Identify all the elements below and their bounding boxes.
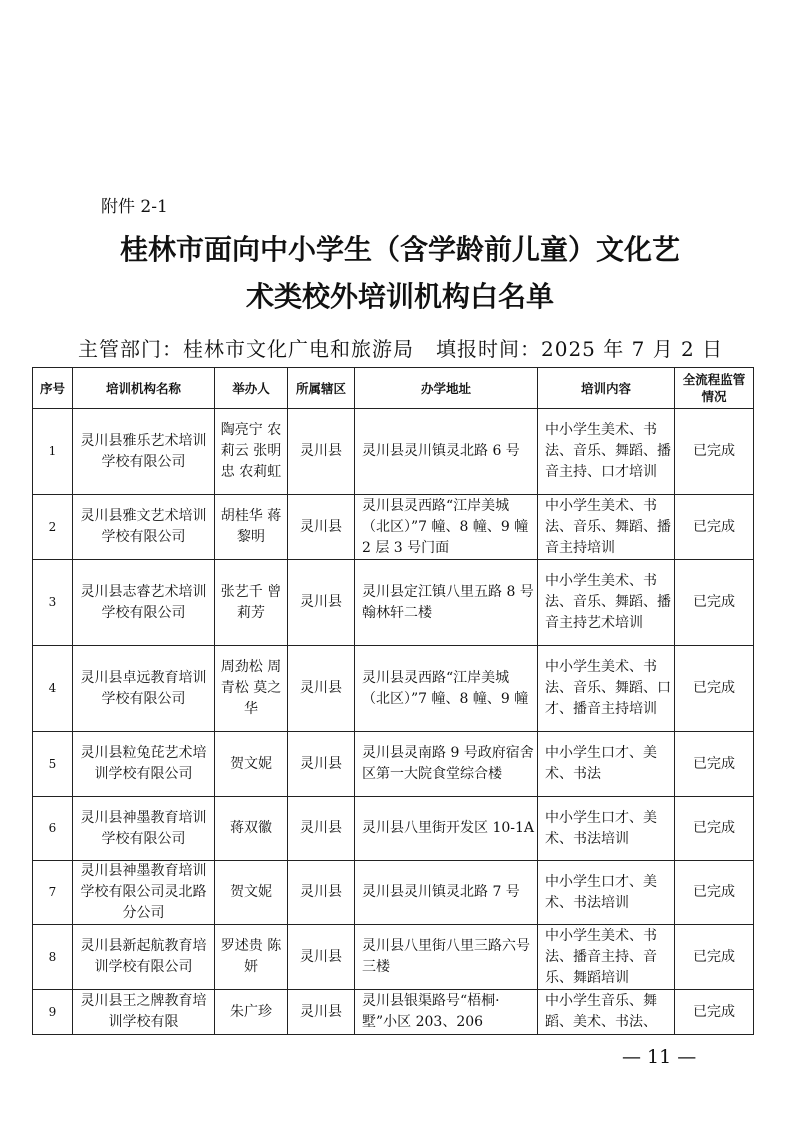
cell-status: 已完成 [675, 925, 754, 990]
cell-holder: 贺文妮 [215, 861, 288, 925]
table-row [33, 646, 754, 732]
header-address: 办学地址 [355, 368, 538, 409]
cell-status: 已完成 [675, 560, 754, 646]
cell-no: 4 [33, 646, 73, 732]
table-row [33, 925, 754, 990]
whitelist-table [32, 367, 754, 1035]
cell-name: 灵川县新起航教育培训学校有限公司 [73, 925, 215, 990]
cell-holder: 贺文妮 [215, 732, 288, 797]
document-meta [78, 333, 723, 362]
cell-status: 已完成 [675, 495, 754, 560]
cell-holder: 张艺千 曾莉芳 [215, 560, 288, 646]
cell-name: 灵川县雅乐艺术培训学校有限公司 [73, 409, 215, 495]
cell-district: 灵川县 [288, 409, 355, 495]
table-row [33, 495, 754, 560]
cell-no: 1 [33, 409, 73, 495]
page-number: — 11 — [622, 1046, 697, 1068]
document-title-line-2: 术类校外培训机构白名单 [245, 280, 554, 313]
cell-status: 已完成 [675, 732, 754, 797]
cell-district: 灵川县 [288, 646, 355, 732]
cell-name: 灵川县粒兔芘艺术培训学校有限公司 [73, 732, 215, 797]
cell-status: 已完成 [675, 861, 754, 925]
table-row [33, 409, 754, 495]
cell-status: 已完成 [675, 409, 754, 495]
cell-content: 中小学生美术、书法、音乐、舞蹈、播音主持培训 [538, 495, 675, 560]
header-holder: 举办人 [215, 368, 288, 409]
cell-content: 中小学生美术、书法、播音主持、音乐、舞蹈培训 [538, 925, 675, 990]
table-row [33, 861, 754, 925]
cell-name: 灵川县卓远教育培训学校有限公司 [73, 646, 215, 732]
cell-content: 中小学生美术、书法、音乐、舞蹈、播音主持、口才培训 [538, 409, 675, 495]
cell-content: 中小学生口才、美术、书法 [538, 732, 675, 797]
cell-address: 灵川县灵川镇灵北路 6 号 [355, 409, 538, 495]
cell-content: 中小学生美术、书法、音乐、舞蹈、口才、播音主持培训 [538, 646, 675, 732]
cell-no: 7 [33, 861, 73, 925]
cell-address: 灵川县灵西路“江岸美城（北区）”7 幢、8 幢、9 幢 [355, 646, 538, 732]
department-value: 桂林市文化广电和旅游局 [183, 337, 414, 361]
cell-status: 已完成 [675, 797, 754, 861]
cell-no: 5 [33, 732, 73, 797]
header-status: 全流程监管情况 [675, 368, 754, 409]
cell-holder: 蒋双徽 [215, 797, 288, 861]
cell-district: 灵川县 [288, 990, 355, 1035]
cell-no: 3 [33, 560, 73, 646]
department-label: 主管部门： [78, 337, 183, 361]
cell-holder: 胡桂华 蒋黎明 [215, 495, 288, 560]
cell-status: 已完成 [675, 990, 754, 1035]
date-label: 填报时间： [436, 337, 541, 361]
cell-name: 灵川县神墨教育培训学校有限公司 [73, 797, 215, 861]
cell-address: 灵川县八里街八里三路六号三楼 [355, 925, 538, 990]
header-district: 所属辖区 [288, 368, 355, 409]
table-row [33, 732, 754, 797]
cell-name: 灵川县志睿艺术培训学校有限公司 [73, 560, 215, 646]
cell-no: 8 [33, 925, 73, 990]
cell-address: 灵川县定江镇八里五路 8 号翰林轩二楼 [355, 560, 538, 646]
table-row [33, 990, 754, 1035]
table-row [33, 560, 754, 646]
cell-district: 灵川县 [288, 732, 355, 797]
attachment-label: 附件 2-1 [101, 197, 168, 217]
cell-no: 9 [33, 990, 73, 1035]
cell-content: 中小学生美术、书法、音乐、舞蹈、播音主持艺术培训 [538, 560, 675, 646]
document-title-line-1: 桂林市面向中小学生（含学龄前儿童）文化艺 [119, 233, 680, 266]
cell-district: 灵川县 [288, 495, 355, 560]
cell-address: 灵川县灵西路“江岸美城（北区）”7 幢、8 幢、9 幢 2 层 3 号门面 [355, 495, 538, 560]
cell-holder: 陶亮宁 农莉云 张明忠 农莉虹 [215, 409, 288, 495]
cell-no: 2 [33, 495, 73, 560]
table-row [33, 797, 754, 861]
cell-name: 灵川县王之牌教育培训学校有限 [73, 990, 215, 1035]
header-content: 培训内容 [538, 368, 675, 409]
cell-holder: 周劲松 周青松 莫之华 [215, 646, 288, 732]
cell-district: 灵川县 [288, 560, 355, 646]
cell-address: 灵川县灵川镇灵北路 7 号 [355, 861, 538, 925]
cell-name: 灵川县雅文艺术培训学校有限公司 [73, 495, 215, 560]
cell-address: 灵川县八里街开发区 10-1A [355, 797, 538, 861]
table-header-row [33, 368, 754, 409]
cell-content: 中小学生音乐、舞蹈、美术、书法、 [538, 990, 675, 1035]
cell-district: 灵川县 [288, 861, 355, 925]
date-value: 2025 年 7 月 2 日 [541, 337, 724, 361]
cell-address: 灵川县灵南路 9 号政府宿舍区第一大院食堂综合楼 [355, 732, 538, 797]
cell-district: 灵川县 [288, 797, 355, 861]
header-name: 培训机构名称 [73, 368, 215, 409]
cell-name: 灵川县神墨教育培训学校有限公司灵北路分公司 [73, 861, 215, 925]
header-no: 序号 [33, 368, 73, 409]
cell-holder: 罗述贵 陈妍 [215, 925, 288, 990]
cell-no: 6 [33, 797, 73, 861]
cell-district: 灵川县 [288, 925, 355, 990]
cell-content: 中小学生口才、美术、书法培训 [538, 861, 675, 925]
cell-address: 灵川县银渠路号“梧桐·墅”小区 203、206 [355, 990, 538, 1035]
cell-status: 已完成 [675, 646, 754, 732]
cell-holder: 朱广珍 [215, 990, 288, 1035]
cell-content: 中小学生口才、美术、书法培训 [538, 797, 675, 861]
